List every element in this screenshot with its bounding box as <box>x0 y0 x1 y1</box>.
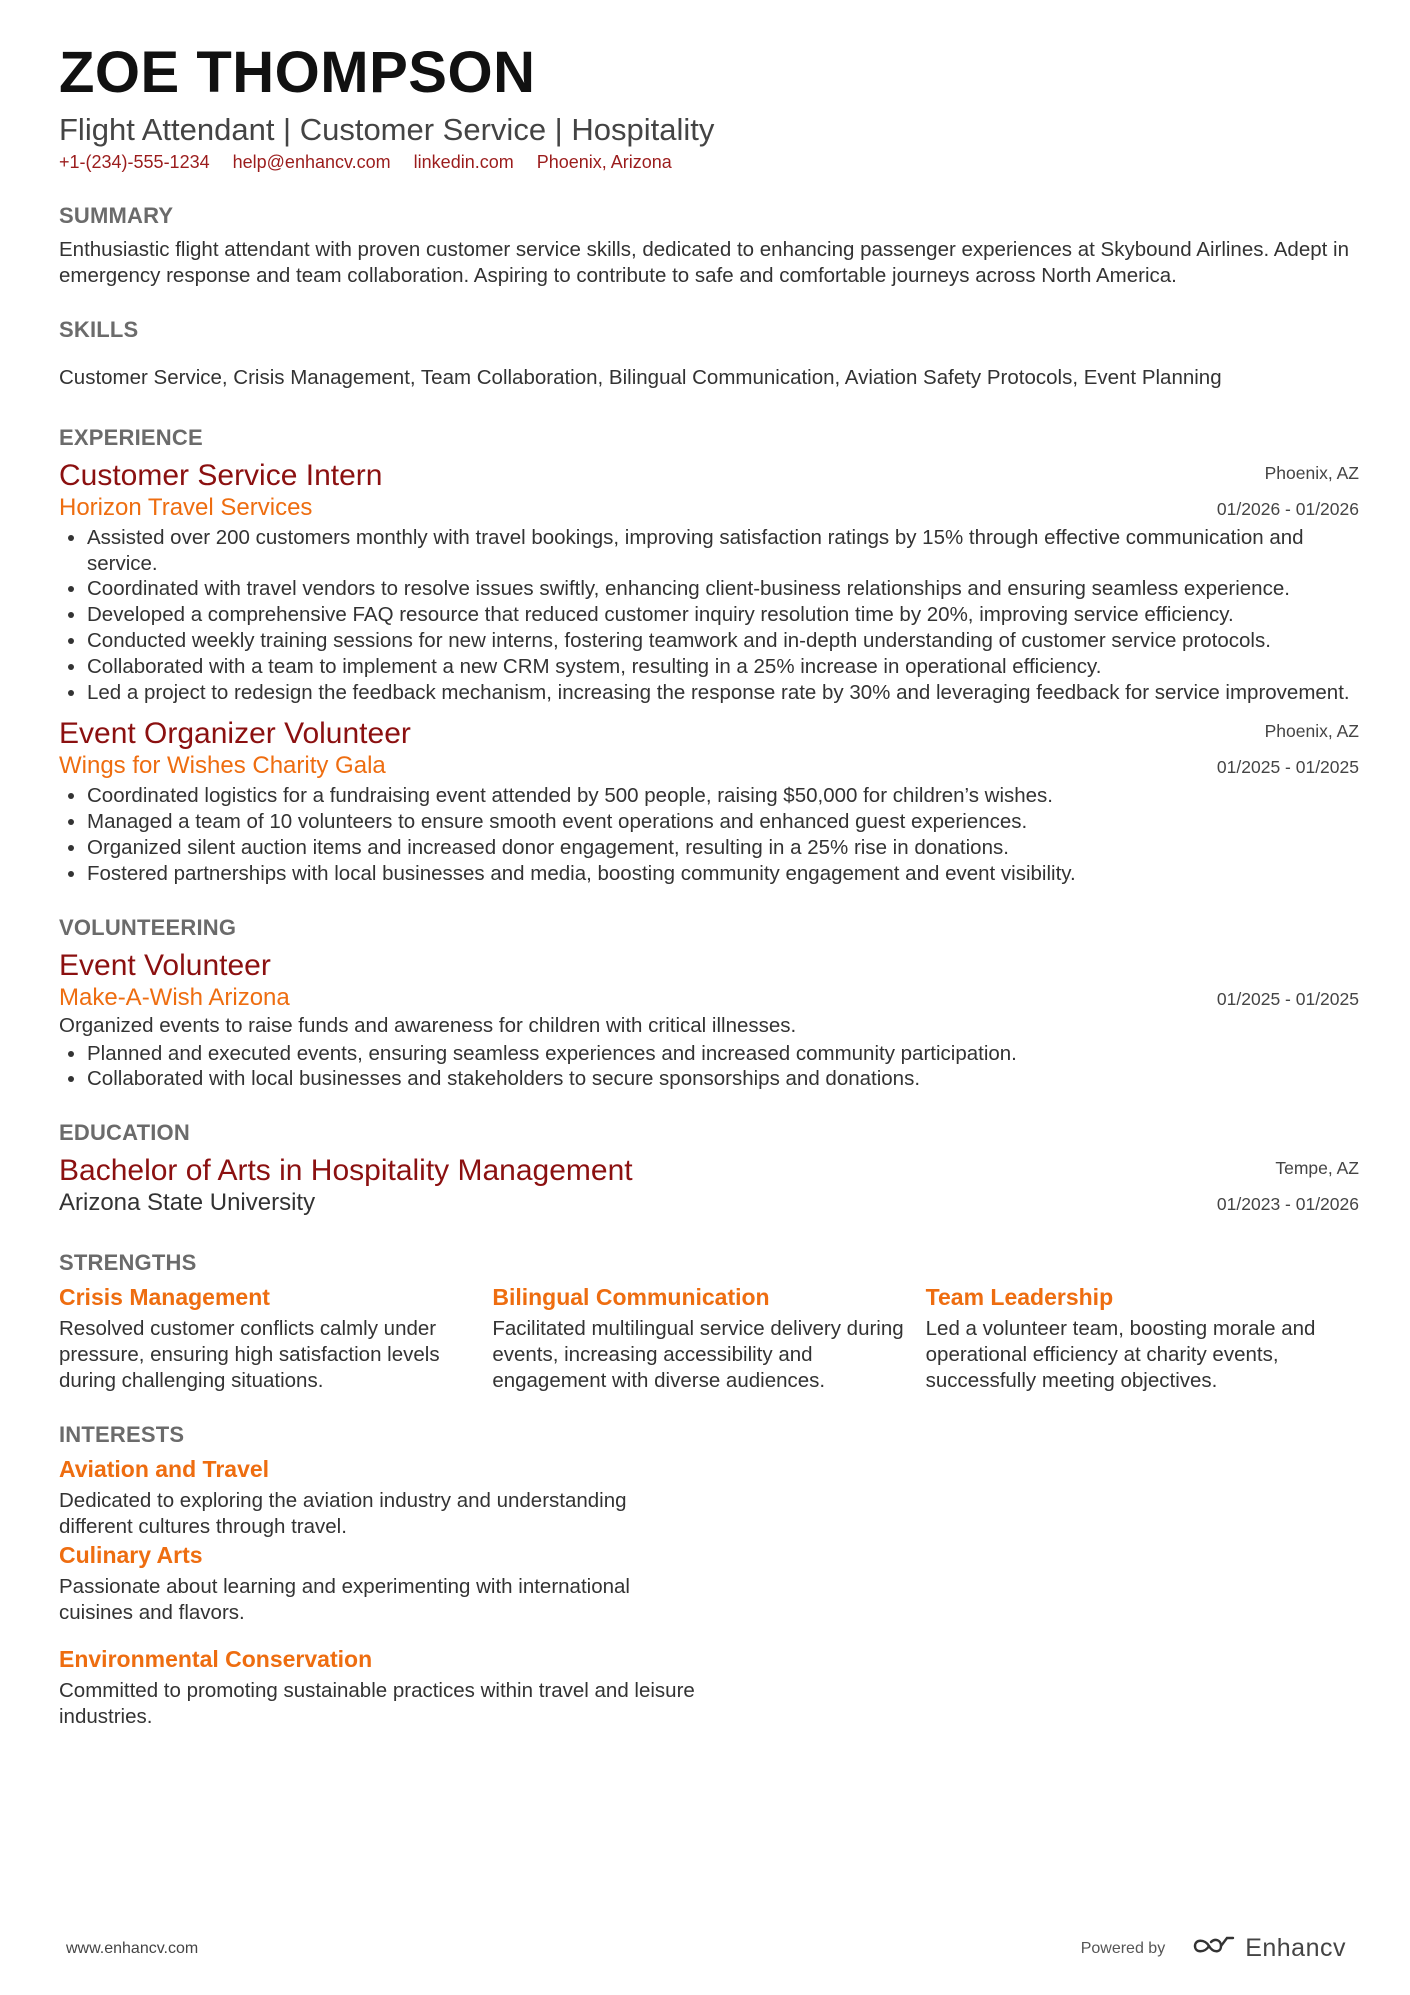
volunteer-description: Organized events to raise funds and awareness for children with critical illnesses. <box>59 1013 797 1037</box>
education-section <box>59 1120 1359 1218</box>
education-heading: EDUCATION <box>59 1120 190 1146</box>
interest-title: Culinary Arts <box>59 1542 203 1569</box>
education-entry <box>59 1154 1359 1218</box>
linkedin-link[interactable]: linkedin.com <box>413 151 514 172</box>
company-name: Horizon Travel Services <box>59 493 313 521</box>
volunteer-bullets <box>59 1041 1359 1093</box>
job-location: Phoenix, AZ <box>1264 721 1359 742</box>
bullet-item: • Coordinated with travel vendors to resolve issues swiftly, enhancing client-business relationships and ensuring seamless experience. <box>87 576 1359 602</box>
school-location: Tempe, AZ <box>1275 1158 1359 1179</box>
skills-heading: SKILLS <box>59 316 139 342</box>
bullet-item: • Collaborated with local businesses and stakeholders to secure sponsorships and donations. <box>87 1066 1359 1092</box>
job-bullets <box>59 783 1359 886</box>
skills-text: Customer Service, Crisis Management, Team Collaboration, Bilingual Communication, Aviation Safety Protocols, Event Planning <box>59 365 1222 389</box>
location-text: Phoenix, Arizona <box>536 151 672 172</box>
strength-item <box>926 1282 1359 1394</box>
resume-page <box>59 40 1359 1730</box>
email-link[interactable]: help@enhancv.com <box>232 151 391 172</box>
volunteering-section <box>59 915 1359 1093</box>
footer-branding <box>1081 1934 1346 1963</box>
summary-heading: SUMMARY <box>59 202 174 228</box>
strengths-heading: STRENGTHS <box>59 1250 197 1276</box>
volunteering-entry <box>59 949 1359 1093</box>
experience-entry <box>59 717 1359 886</box>
experience-section <box>59 425 1359 887</box>
bullet-item: • Led a project to redesign the feedback mechanism, increasing the response rate by 30% and leveraging feedback for service improvement. <box>87 680 1359 706</box>
job-location: Phoenix, AZ <box>1264 462 1359 483</box>
bullet-item: • Organized silent auction items and increased donor engagement, resulting in a 25% rise in donations. <box>87 835 1359 861</box>
bullet-item: • Collaborated with a team to implement a new CRM system, resulting in a 25% increase in operational efficiency. <box>87 654 1359 680</box>
enhancv-brand[interactable]: Enhancv <box>1245 1934 1346 1962</box>
bullet-item: • Assisted over 200 customers monthly with travel bookings, improving satisfaction ratings by 15% through effective communication and service. <box>87 525 1359 577</box>
interest-text: Passionate about learning and experimenting with international cuisines and flavors. <box>59 1575 630 1625</box>
bullet-item: • Conducted weekly training sessions for new interns, fostering teamwork and in-depth understanding of customer service protocols. <box>87 628 1359 654</box>
school-name: Arizona State University <box>59 1189 316 1217</box>
strength-text: Resolved customer conflicts calmly under pressure, ensuring high satisfaction levels during challenging situations. <box>59 1317 440 1393</box>
interest-text: Dedicated to exploring the aviation industry and understanding different cultures through travel. <box>59 1489 627 1539</box>
strength-title: Crisis Management <box>59 1284 270 1311</box>
powered-by-label: Powered by <box>1080 1939 1166 1957</box>
footer-website[interactable]: www.enhancv.com <box>66 1940 199 1957</box>
education-dates: 01/2023 - 01/2026 <box>1216 1194 1359 1215</box>
summary-text: Enthusiastic flight attendant with proven customer service skills, dedicated to enhancing passenger experiences at Skybound Airlines. Adept in emergency response and team collaboration. Aspiring to contribute to safe and comfortable journeys across North America. <box>59 237 1349 287</box>
company-name: Wings for Wishes Charity Gala <box>59 752 386 780</box>
volunteering-heading: VOLUNTEERING <box>59 914 237 940</box>
contact-line <box>59 152 1359 173</box>
strength-title: Team Leadership <box>925 1284 1114 1311</box>
strength-item <box>492 1282 925 1394</box>
job-dates: 01/2025 - 01/2025 <box>1216 757 1359 778</box>
interests-section <box>59 1422 1359 1730</box>
strength-title: Bilingual Communication <box>492 1284 770 1311</box>
experience-entry <box>59 459 1359 706</box>
interest-item <box>59 1644 725 1730</box>
interest-item <box>59 1454 725 1540</box>
candidate-name: ZOE THOMPSON <box>59 40 536 105</box>
bullet-item: • Planned and executed events, ensuring seamless experiences and increased community participation. <box>87 1041 1359 1067</box>
volunteer-org: Make-A-Wish Arizona <box>59 983 290 1011</box>
interests-grid <box>59 1454 1359 1730</box>
interest-item <box>59 1540 725 1626</box>
summary-section <box>59 203 1359 289</box>
phone-link[interactable]: +1-(234)-555-1234 <box>59 151 210 172</box>
job-dates: 01/2026 - 01/2026 <box>1216 498 1359 519</box>
experience-heading: EXPERIENCE <box>59 424 203 450</box>
strengths-section <box>59 1250 1359 1394</box>
skills-section <box>59 317 1359 391</box>
job-bullets <box>59 525 1359 706</box>
volunteer-dates: 01/2025 - 01/2025 <box>1216 988 1359 1009</box>
interest-title: Environmental Conservation <box>59 1646 373 1673</box>
degree-title: Bachelor of Arts in Hospitality Management <box>59 1154 633 1188</box>
interest-title: Aviation and Travel <box>59 1456 270 1483</box>
interests-heading: INTERESTS <box>59 1422 185 1448</box>
interest-text: Committed to promoting sustainable practices within travel and leisure industries. <box>59 1679 695 1729</box>
strength-item <box>59 1282 492 1394</box>
volunteer-role: Event Volunteer <box>59 948 271 982</box>
strength-text: Led a volunteer team, boosting morale and operational efficiency at charity events, successfully meeting objectives. <box>925 1317 1316 1393</box>
bullet-item: • Developed a comprehensive FAQ resource that reduced customer inquiry resolution time by 20%, improving service efficiency. <box>87 602 1359 628</box>
job-title: Customer Service Intern <box>59 458 383 492</box>
strengths-grid <box>59 1282 1359 1394</box>
bullet-item: • Managed a team of 10 volunteers to ensure smooth event operations and enhanced guest experiences. <box>87 809 1359 835</box>
enhancv-logo-icon <box>1191 1934 1237 1963</box>
headline: Flight Attendant | Customer Service | Hospitality <box>59 111 715 147</box>
bullet-item: • Fostered partnerships with local businesses and media, boosting community engagement and event visibility. <box>87 861 1359 887</box>
strength-text: Facilitated multilingual service delivery during events, increasing accessibility and engagement with diverse audiences. <box>492 1317 904 1393</box>
header <box>59 40 1359 173</box>
job-title: Event Organizer Volunteer <box>59 717 411 751</box>
bullet-item: • Coordinated logistics for a fundraising event attended by 500 people, raising $50,000 for children’s wishes. <box>87 783 1359 809</box>
